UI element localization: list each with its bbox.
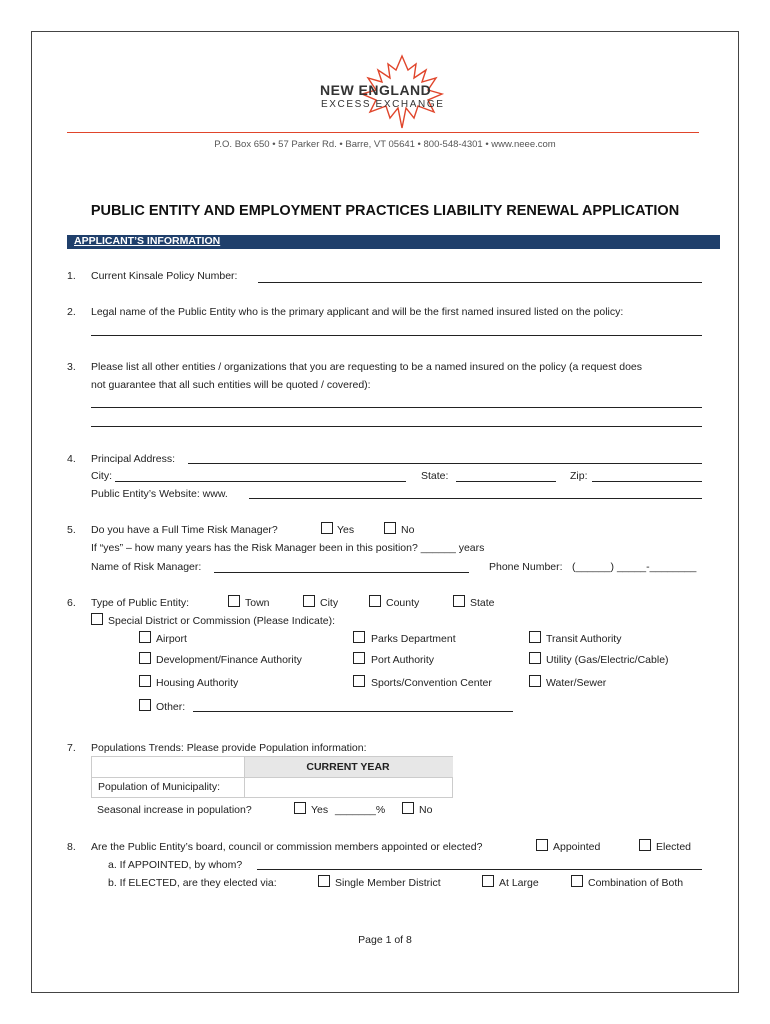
other-entities-field-1[interactable]	[91, 407, 702, 408]
q3-line1: Please list all other entities / organizations that you are requesting to be a named insured on the policy (a request does	[91, 361, 642, 373]
policy-number-field[interactable]	[258, 282, 702, 283]
other-checkbox[interactable]	[139, 699, 151, 711]
airport-checkbox[interactable]	[139, 631, 151, 643]
special-district-checkbox[interactable]	[91, 613, 103, 625]
devfin-label: Development/Finance Authority	[156, 654, 302, 666]
state-type-label: State	[470, 597, 495, 609]
city-checkbox[interactable]	[303, 595, 315, 607]
seasonal-label: Seasonal increase in population?	[97, 804, 252, 816]
other-entities-field-2[interactable]	[91, 426, 702, 427]
logo-line2: EXCESS EXCHANGE	[321, 99, 445, 110]
q1-label: Current Kinsale Policy Number:	[91, 270, 238, 282]
at-large-label: At Large	[499, 877, 539, 889]
risk-manager-years-question: If “yes” – how many years has the Risk Manager been in this position? ______ years	[91, 542, 485, 554]
appointed-checkbox[interactable]	[536, 839, 548, 851]
port-label: Port Authority	[371, 654, 435, 666]
town-label: Town	[245, 597, 270, 609]
appointed-by-label: a. If APPOINTED, by whom?	[108, 859, 243, 871]
parks-checkbox[interactable]	[353, 631, 365, 643]
seasonal-no-checkbox[interactable]	[402, 802, 414, 814]
special-district-label: Special District or Commission (Please Indicate):	[108, 615, 335, 627]
website-label: Public Entity’s Website: www.	[91, 488, 228, 500]
single-district-checkbox[interactable]	[318, 875, 330, 887]
seasonal-percent-field[interactable]: _______%	[335, 804, 386, 816]
devfin-checkbox[interactable]	[139, 652, 151, 664]
seasonal-no-label: No	[419, 804, 433, 816]
town-checkbox[interactable]	[228, 595, 240, 607]
q7-number: 7.	[67, 742, 76, 754]
population-row-label: Population of Municipality:	[98, 781, 220, 793]
housing-label: Housing Authority	[156, 677, 239, 689]
population-label: Populations Trends: Please provide Population information:	[91, 742, 367, 754]
q8-number: 8.	[67, 841, 76, 853]
water-checkbox[interactable]	[529, 675, 541, 687]
population-table	[91, 756, 453, 798]
elected-label: Elected	[656, 841, 692, 853]
page-number: Page 1 of 8	[358, 934, 412, 946]
sports-label: Sports/Convention Center	[371, 677, 492, 689]
q2-label: Legal name of the Public Entity who is the primary applicant and will be the first named insured listed on the policy:	[91, 306, 624, 318]
q3-line2: not guarantee that all such entities will be quoted / covered):	[91, 379, 371, 391]
q4-number: 4.	[67, 453, 76, 465]
principal-address-label: Principal Address:	[91, 453, 176, 465]
state-field[interactable]	[456, 481, 556, 482]
city-label: City:	[91, 470, 112, 482]
county-checkbox[interactable]	[369, 595, 381, 607]
seasonal-yes-label: Yes	[311, 804, 329, 816]
utility-label: Utility (Gas/Electric/Cable)	[546, 654, 669, 666]
risk-manager-no-checkbox[interactable]	[384, 522, 396, 534]
city-field[interactable]	[115, 481, 406, 482]
q1-number: 1.	[67, 270, 76, 282]
risk-manager-question: Do you have a Full Time Risk Manager?	[91, 524, 278, 536]
header-rule	[67, 132, 699, 133]
q6-number: 6.	[67, 597, 76, 609]
principal-address-field[interactable]	[188, 463, 702, 464]
population-value-field[interactable]	[245, 778, 451, 797]
entity-type-label: Type of Public Entity:	[91, 597, 190, 609]
county-label: County	[386, 597, 420, 609]
port-checkbox[interactable]	[353, 652, 365, 664]
zip-field[interactable]	[592, 481, 702, 482]
header-address: P.O. Box 650 • 57 Parker Rd. • Barre, VT 05641 • 800-548-4301 • www.neee.com	[214, 139, 556, 150]
airport-label: Airport	[156, 633, 187, 645]
single-district-label: Single Member District	[335, 877, 441, 889]
current-year-header: CURRENT YEAR	[306, 761, 390, 773]
risk-manager-yes-label: Yes	[337, 524, 355, 536]
elected-checkbox[interactable]	[639, 839, 651, 851]
combination-checkbox[interactable]	[571, 875, 583, 887]
combination-label: Combination of Both	[588, 877, 684, 889]
other-field[interactable]	[193, 711, 513, 712]
risk-manager-yes-checkbox[interactable]	[321, 522, 333, 534]
at-large-checkbox[interactable]	[482, 875, 494, 887]
website-field[interactable]	[249, 498, 702, 499]
q5-number: 5.	[67, 524, 76, 536]
logo-line1: NEW ENGLAND	[320, 82, 432, 98]
appointed-label: Appointed	[553, 841, 601, 853]
sports-checkbox[interactable]	[353, 675, 365, 687]
phone-label: Phone Number:	[489, 561, 563, 573]
zip-label: Zip:	[570, 470, 588, 482]
other-label: Other:	[156, 701, 186, 713]
risk-manager-name-label: Name of Risk Manager:	[91, 561, 202, 573]
risk-manager-no-label: No	[401, 524, 415, 536]
risk-manager-name-field[interactable]	[214, 572, 469, 573]
legal-name-field[interactable]	[91, 335, 702, 336]
city-type-label: City	[320, 597, 339, 609]
appointed-by-field[interactable]	[257, 869, 702, 870]
q3-number: 3.	[67, 361, 76, 373]
board-question: Are the Public Entity’s board, council or commission members appointed or elected?	[91, 841, 483, 853]
seasonal-yes-checkbox[interactable]	[294, 802, 306, 814]
q2-number: 2.	[67, 306, 76, 318]
page-title: PUBLIC ENTITY AND EMPLOYMENT PRACTICES LIABILITY RENEWAL APPLICATION	[90, 203, 680, 219]
section-heading: APPLICANT’S INFORMATION	[74, 235, 221, 247]
utility-checkbox[interactable]	[529, 652, 541, 664]
state-checkbox[interactable]	[453, 595, 465, 607]
elected-via-label: b. If ELECTED, are they elected via:	[108, 877, 277, 889]
transit-label: Transit Authority	[546, 633, 622, 645]
housing-checkbox[interactable]	[139, 675, 151, 687]
water-label: Water/Sewer	[546, 677, 607, 689]
phone-field[interactable]: (______) _____-________	[572, 561, 697, 573]
years-field[interactable]: ______	[420, 542, 456, 554]
parks-label: Parks Department	[371, 633, 456, 645]
state-label: State:	[421, 470, 449, 482]
transit-checkbox[interactable]	[529, 631, 541, 643]
